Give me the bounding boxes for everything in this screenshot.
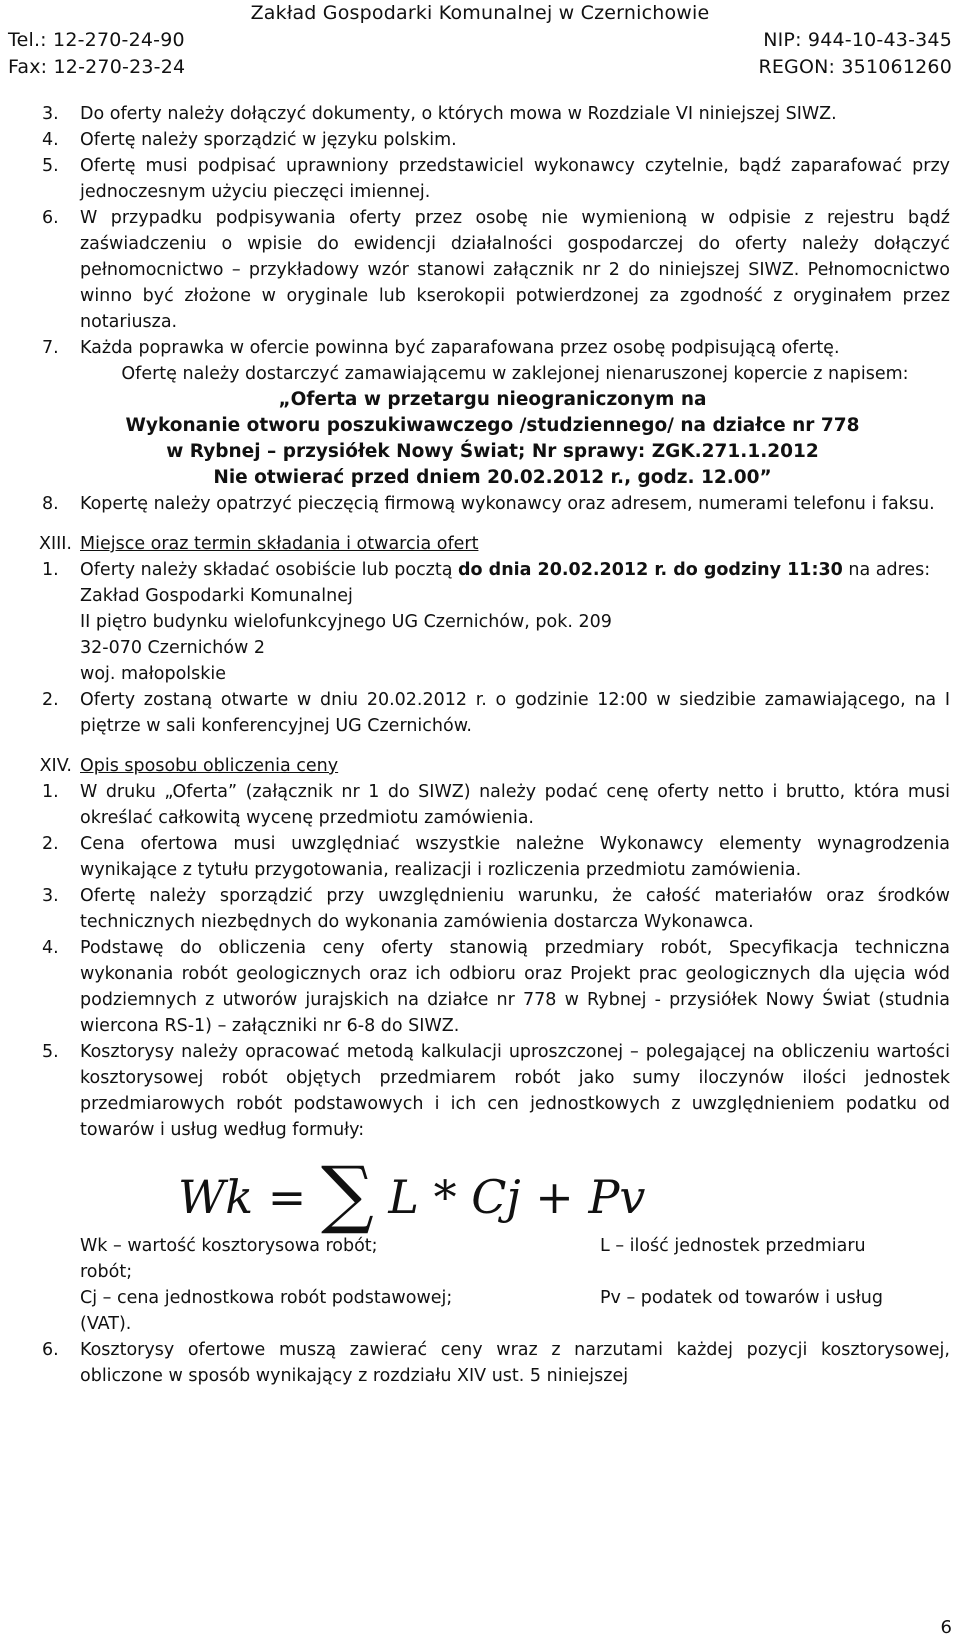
header-nip: NIP: 944-10-43-345	[763, 29, 952, 51]
item-number: 5.	[42, 1042, 59, 1062]
item-number: 2.	[42, 690, 59, 710]
section-title: Miejsce oraz termin składania i otwarcia ofert	[80, 534, 479, 554]
item-text: Ofertę należy sporządzić w języku polskim.	[80, 130, 457, 150]
formula-lhs: Wk =	[178, 1170, 307, 1224]
envelope-line: Nie otwierać przed dniem 20.02.2012 r., godz. 12.00”	[213, 467, 772, 488]
item-number: 3.	[42, 104, 59, 124]
item-text: Każda poprawka w ofercie powinna być zaparafowana przez osobę podpisującą ofertę.	[80, 338, 840, 358]
item-number: 7.	[42, 338, 59, 358]
item-number: 1.	[42, 560, 59, 580]
list-item	[0, 101, 955, 127]
item-number: 1.	[42, 782, 59, 802]
page-number: 6	[940, 1617, 952, 1638]
price-formula	[178, 1143, 955, 1237]
item-text: Do oferty należy dołączyć dokumenty, o których mowa w Rozdziale VI niniejszej SIWZ.	[80, 104, 837, 124]
list-item	[0, 1337, 955, 1389]
list-item	[0, 127, 955, 153]
item-text: Oferty należy składać osobiście lub pocztą	[80, 560, 459, 580]
definition-pv: Pv – podatek od towarów i usług	[600, 1288, 883, 1308]
list-item	[0, 557, 955, 583]
definition-continuation: (VAT).	[80, 1314, 132, 1334]
section-number: XIII.	[38, 534, 72, 554]
item-text: W przypadku podpisywania oferty przez osobę nie wymienioną w odpisie z rejestru bądź zaświadczeniu o wpisie do ewidencji działalności gospodarczej do oferty należy dołączyć pełnomocnictwo – przykładowy wzór stanowi załącznik nr 2 do niniejszej SIWZ. Pełnomocnictwo winno być złożone w oryginale lub kserokopii potwierdzonej za zgodność z oryginałem przez notariusza.	[80, 208, 950, 332]
definition-continuation: robót;	[80, 1262, 133, 1282]
page-header	[8, 0, 952, 81]
section-heading-xiii	[0, 531, 955, 557]
header-fax: Fax: 12-270-23-24	[8, 56, 186, 78]
section-title: Opis sposobu obliczenia ceny	[80, 756, 339, 776]
envelope-line: w Rybnej – przysiółek Nowy Świat; Nr sprawy: ZGK.271.1.2012	[166, 441, 819, 462]
item-number: 2.	[42, 834, 59, 854]
item-number: 3.	[42, 886, 59, 906]
section-number: XIV.	[39, 756, 72, 776]
envelope-inscription	[0, 387, 955, 491]
item-text: Kosztorysy ofertowe muszą zawierać ceny wraz z narzutami każdej pozycji kosztorysowej, obliczone w sposób wynikający z rozdziału XIV ust. 5 niniejszej	[80, 1340, 950, 1386]
address-line: woj. małopolskie	[80, 664, 227, 684]
list-item	[0, 687, 955, 739]
item-text: Cena ofertowa musi uwzględniać wszystkie należne Wykonawcy elementy wynagrodzenia wynikające z tytułu przygotowania, realizacji i rozliczenia przedmiotu zamówienia.	[80, 834, 950, 880]
address-line: Zakład Gospodarki Komunalnej	[80, 586, 353, 606]
item-text: Kosztorysy należy opracować metodą kalkulacji uproszczonej – polegającej na obliczeniu wartości kosztorysowej robót objętych przedmiarem robót jako sumy iloczynów ilości jednostek przedmiarowych robót podstawowych i ich cen jednostkowych z uwzględnieniem podatku od towarów i usług według formuły:	[80, 1042, 950, 1140]
list-item	[0, 205, 955, 335]
address-line: II piętro budynku wielofunkcyjnego UG Czernichów, pok. 209	[80, 612, 612, 632]
header-row-2	[8, 54, 952, 81]
item-text: na adres:	[842, 560, 931, 580]
list-item	[0, 935, 955, 1039]
definition-wk: Wk – wartość kosztorysowa robót;	[80, 1236, 378, 1256]
document-body	[0, 101, 955, 1389]
envelope-line: „Oferta w przetargu nieograniczonym na	[278, 389, 707, 410]
list-item	[0, 335, 955, 361]
formula-definitions-row	[0, 1233, 955, 1259]
header-regon: REGON: 351061260	[758, 56, 952, 78]
header-title: Zakład Gospodarki Komunalnej w Czernichowie	[250, 2, 710, 24]
list-item	[0, 831, 955, 883]
item-number: 6.	[42, 1340, 59, 1360]
header-row-1	[8, 27, 952, 54]
formula-rhs: L * Cj + Pv	[388, 1170, 646, 1224]
item-number: 8.	[42, 494, 59, 514]
definition-l: L – ilość jednostek przedmiaru	[600, 1236, 866, 1256]
item-number: 4.	[42, 938, 59, 958]
list-item	[0, 491, 955, 517]
envelope-line: Wykonanie otworu poszukiwawczego /studziennego/ na działce nr 778	[125, 415, 860, 436]
envelope-intro: Ofertę należy dostarczyć zamawiającemu w zaklejonej nienaruszonej kopercie z napisem:	[121, 364, 909, 384]
item-text: Ofertę należy sporządzić przy uwzględnieniu warunku, że całość materiałów oraz środków technicznych niezbędnych do wykonania zamówienia dostarcza Wykonawca.	[80, 886, 950, 932]
section-heading-xiv	[0, 753, 955, 779]
item-text: Ofertę musi podpisać uprawniony przedstawiciel wykonawcy czytelnie, bądź zaparafować przy jednoczesnym użyciu pieczęci imiennej.	[80, 156, 950, 202]
header-tel: Tel.: 12-270-24-90	[8, 29, 185, 51]
item-text: Podstawę do obliczenia ceny oferty stanowią przedmiary robót, Specyfikacja techniczna wykonania robót geologicznych oraz ich odbioru oraz Projekt prac geologicznych dla ujęcia wód podziemnych z utworów jurajskich na działce nr 778 w Rybnej - przysiółek Nowy Świat (studnia wiercona RS-1) – załączniki nr 6-8 do SIWZ.	[80, 938, 950, 1036]
list-item	[0, 779, 955, 831]
address-line: 32-070 Czernichów 2	[80, 638, 265, 658]
sum-symbol: ∑	[320, 1151, 374, 1237]
item-text: Oferty zostaną otwarte w dniu 20.02.2012 r. o godzinie 12:00 w siedzibie zamawiającego, na I piętrze w sali konferencyjnej UG Czernichów.	[80, 690, 950, 736]
item-number: 4.	[42, 130, 59, 150]
definition-cj: Cj – cena jednostkowa robót podstawowej;	[80, 1288, 453, 1308]
deadline-text: do dnia 20.02.2012 r. do godziny 11:30	[458, 560, 843, 580]
item-number: 5.	[42, 156, 59, 176]
formula-definitions-row	[0, 1285, 955, 1311]
list-item	[0, 883, 955, 935]
item-number: 6.	[42, 208, 59, 228]
list-item	[0, 153, 955, 205]
item-text: Kopertę należy opatrzyć pieczęcią firmową wykonawcy oraz adresem, numerami telefonu i faksu.	[80, 494, 935, 514]
list-item	[0, 1039, 955, 1143]
item-text: W druku „Oferta” (załącznik nr 1 do SIWZ) należy podać cenę oferty netto i brutto, która musi określać całkowitą wycenę przedmiotu zamówienia.	[80, 782, 950, 828]
